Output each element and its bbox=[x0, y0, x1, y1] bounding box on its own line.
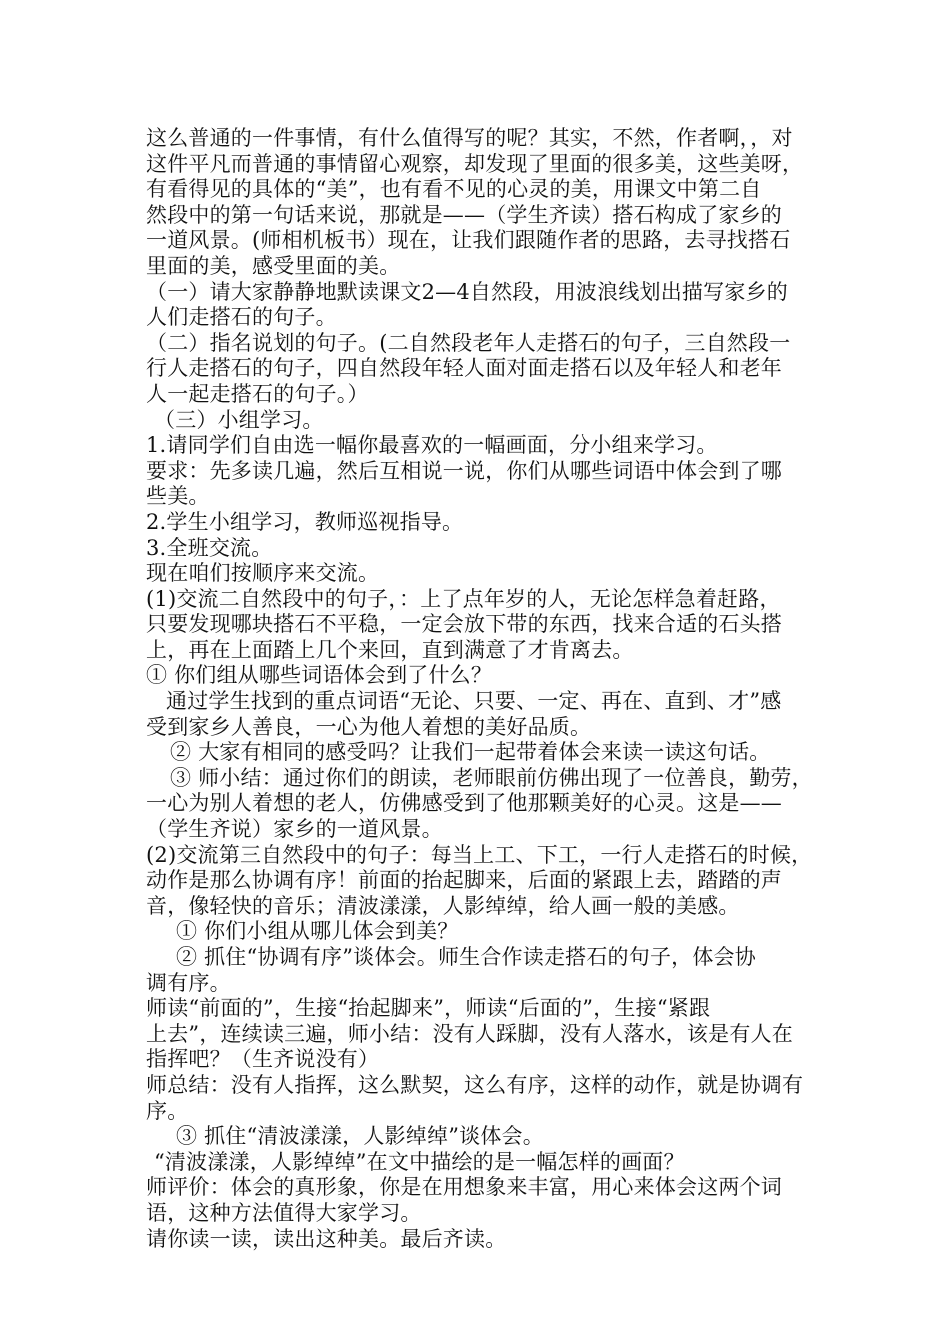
text-line: 这么普通的一件事情，有什么值得写的呢？其实，不然，作者啊，，对 bbox=[146, 126, 793, 150]
text-line: ③ 师小结：通过你们的朗读，老师眼前仿佛出现了一位善良，勤劳， bbox=[170, 765, 813, 790]
text-line: 动作是那么协调有序！前面的抬起脚来，后面的紧跟上去，踏踏的声 bbox=[146, 868, 782, 893]
document-body bbox=[146, 126, 814, 1252]
text-line: 上去”，连续读三遍，师小结：没有人踩脚，没有人落水，该是有人在 bbox=[146, 1021, 793, 1046]
text-line: 2.学生小组学习，教师巡视指导。 bbox=[146, 509, 464, 534]
text-line: 些美。 bbox=[146, 484, 210, 509]
text-line: 要求：先多读几遍，然后互相说一说，你们从哪些词语中体会到了哪 bbox=[146, 458, 782, 483]
text-line: 有看得见的具体的“美”，也有看不见的心灵的美，用课文中第二自 bbox=[146, 177, 762, 202]
text-line: ① 你们小组从哪儿体会到美？ bbox=[176, 919, 459, 944]
text-line: ② 大家有相同的感受吗？让我们一起带着体会来读一读这句话。 bbox=[170, 740, 771, 765]
text-line: 然段中的第一句话来说，那就是——（学生齐读）搭石构成了家乡的 bbox=[146, 202, 782, 227]
text-line: 音，像轻快的音乐；清波漾漾，人影绰绰，给人画一般的美感。 bbox=[146, 893, 740, 918]
text-line: 3.全班交流。 bbox=[146, 535, 273, 560]
text-line: ③ 抓住“清波漾漾，人影绰绰”谈体会。 bbox=[176, 1124, 544, 1149]
text-line: （一）请大家静静地默读课文2—4自然段，用波浪线划出描写家乡的 bbox=[146, 279, 788, 304]
text-line: 调有序。 bbox=[146, 970, 231, 995]
text-line: 指挥吧？（生齐说没有） bbox=[146, 1047, 380, 1072]
text-line: 序。 bbox=[146, 1098, 189, 1123]
text-line: ① 你们组从哪些词语体会到了什么？ bbox=[146, 663, 493, 688]
text-line: 现在咱们按顺序来交流。 bbox=[146, 561, 380, 586]
text-line: 1.请同学们自由选一幅你最喜欢的一幅画面，分小组来学习。 bbox=[146, 433, 718, 458]
text-line: 上，再在上面踏上几个来回，直到满意了才肯离去。 bbox=[146, 637, 634, 662]
text-line: 一道风景。(师相机板书）现在，让我们跟随作者的思路，去寻找搭石 bbox=[146, 228, 791, 253]
text-line: 师评价：体会的真形象，你是在用想象来丰富，用心来体会这两个词 bbox=[146, 1175, 782, 1200]
text-line: 一心为别人着想的老人，仿佛感受到了他那颗美好的心灵。这是—— bbox=[146, 791, 782, 816]
text-line: 人一起走搭石的句子。） bbox=[146, 381, 369, 406]
text-line: ② 抓住“协调有序”谈体会。师生合作读走搭石的句子，体会协 bbox=[176, 945, 756, 969]
text-line: 师总结：没有人指挥，这么默契，这么有序，这样的动作，就是协调有 bbox=[146, 1072, 804, 1097]
text-line: 里面的美，感受里面的美。 bbox=[146, 253, 401, 278]
text-line: (1)交流二自然段中的句子，：上了点年岁的人，无论怎样急着赶路， bbox=[146, 586, 781, 611]
text-line: （学生齐说）家乡的一道风景。 bbox=[146, 817, 443, 842]
text-line: （二）指名说划的句子。(二自然段老年人走搭石的句子，三自然段一 bbox=[146, 330, 791, 355]
text-line: 语，这种方法值得大家学习。 bbox=[146, 1200, 422, 1225]
text-line: 通过学生找到的重点词语“无论、只要、一定、再在、直到、才”感 bbox=[166, 689, 782, 714]
text-line: 人们走搭石的句子。 bbox=[146, 305, 337, 330]
text-line: 师读“前面的”，生接“抬起脚来”，师读“后面的”，生接“紧跟 bbox=[146, 996, 711, 1021]
text-line: 行人走搭石的句子，四自然段年轻人面对面走搭石以及年轻人和老年 bbox=[146, 356, 782, 381]
text-line: 这件平凡而普通的事情留心观察，却发现了里面的很多美，这些美呀， bbox=[146, 151, 804, 176]
text-line: 受到家乡人善良，一心为他人着想的美好品质。 bbox=[146, 714, 592, 739]
text-line: 只要发现哪块搭石不平稳，一定会放下带的东西，找来合适的石头搭 bbox=[146, 612, 782, 637]
text-line: 请你读一读，读出这种美。最后齐读。 bbox=[146, 1226, 507, 1251]
text-line: (2)交流第三自然段中的句子：每当上工、下工，一行人走搭石的时候， bbox=[146, 842, 813, 867]
text-line: “清波漾漾，人影绰绰”在文中描绘的是一幅怎样的画面？ bbox=[154, 1149, 685, 1174]
section-heading: （三）小组学习。 bbox=[154, 407, 324, 432]
